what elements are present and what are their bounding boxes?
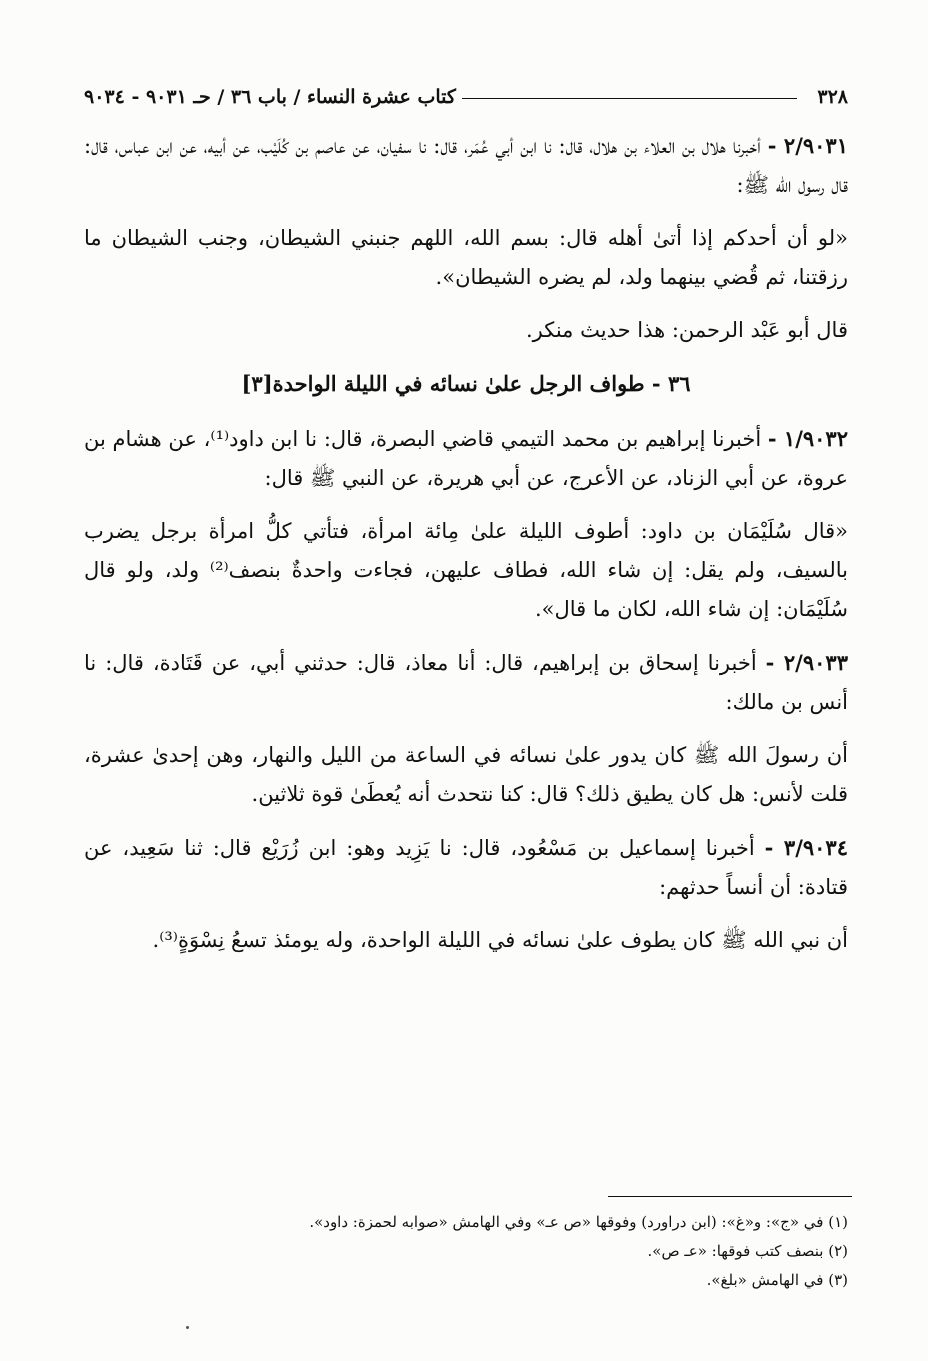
scan-speck (186, 1326, 189, 1329)
hadith-9032-matn: «قال سُلَيْمَان بن داود: أطوف الليلة علىٰ مِائة امرأة، فتأتي كلُّ امرأة برجل يضرب بالسيف، ولم يقل: إن شاء الله، فطاف عليهن، فجاءت واحدةٌ بنصف⁽²⁾ ولد، ولو قال سُلَيْمَان: إن شاء الله، لكان ما قال». (84, 519, 848, 621)
footnote-1: (١) في «ج»: و«غ»: (ابن دراورد) وفوقها «ص عـ» وفي الهامش «صوابه لحمزة: داود». (309, 1213, 848, 1231)
footnote-separator (608, 1196, 852, 1197)
hadith-number: ١/٩٠٣٢ - (767, 426, 848, 451)
footnote-3: (٣) في الهامش «بلغ». (706, 1271, 848, 1289)
running-header (84, 74, 848, 108)
page-number: ٣٢٨ (817, 86, 848, 108)
chapter-heading: ٣٦ - طواف الرجل علىٰ نسائه في الليلة الواحدة[٣] (241, 371, 691, 396)
hadith-9031-matn: «لو أن أحدكم إذا أتىٰ أهله قال: بسم الله، اللهم جنبني الشيطان، وجنب الشيطان ما رزقتنا، ثم قُضي بينهما ولد، لم يضره الشيطان». (84, 226, 848, 289)
hadith-9031-isnad (84, 126, 848, 205)
hadith-number: ٢/٩٠٣٣ - (765, 650, 848, 675)
header-rule (462, 98, 797, 99)
hadith-number: ٣/٩٠٣٤ - (764, 835, 848, 860)
hadith-9034-matn: أن نبي الله ﷺ كان يطوف علىٰ نسائه في الليلة الواحدة، وله يومئذ تسعُ نِسْوَةٍ⁽³⁾. (152, 928, 848, 952)
main-text (84, 126, 848, 974)
header-title: كتاب عشرة النساء / باب ٣٦ / حـ ٩٠٣١ - ٩٠٣٤ (84, 86, 456, 108)
hadith-9033-isnad (84, 643, 848, 722)
isnad-text: أخبرنا هلال بن العلاء بن هلال، قال: نا ابن أبي عُمَر، قال: نا سفيان، عن عاصم بن كُلَيْب، عن أبيه، عن ابن عباس، قال: قال رسول الله ﷺ: (84, 134, 848, 197)
footnote-2: (٢) بنصف كتب فوقها: «عـ ص». (647, 1242, 848, 1260)
hadith-9032-isnad (84, 419, 848, 498)
hadith-9034-isnad (84, 828, 848, 907)
hadith-9033-matn: أن رسولَ الله ﷺ كان يدور علىٰ نسائه في الساعة من الليل والنهار، وهن إحدىٰ عشرة، قلت لأنس: هل كان يطيق ذلك؟ قال: كنا نتحدث أنه يُعطَىٰ قوة ثلاثين. (84, 743, 848, 806)
isnad-text: أخبرنا إسحاق بن إبراهيم، قال: أنا معاذ، قال: حدثني أبي، عن قَتَادة، قال: نا أنس بن مالك: (84, 651, 848, 714)
hadith-number: ٢/٩٠٣١ - (767, 133, 848, 158)
hadith-9031-comment: قال أبو عَبْد الرحمن: هذا حديث منكر. (525, 318, 848, 342)
isnad-text: أخبرنا إبراهيم بن محمد التيمي قاضي البصرة، قال: نا ابن داود⁽¹⁾، عن هشام بن عروة، عن أبي الزناد، عن الأعرج، عن أبي هريرة، عن النبي ﷺ قال: (84, 427, 848, 490)
isnad-text: أخبرنا إسماعيل بن مَسْعُود، قال: نا يَزِيد وهو: ابن زُرَيْع قال: ثنا سَعِيد، عن قتادة: أن أنساً حدثهم: (84, 836, 848, 899)
footnotes (84, 1208, 848, 1295)
